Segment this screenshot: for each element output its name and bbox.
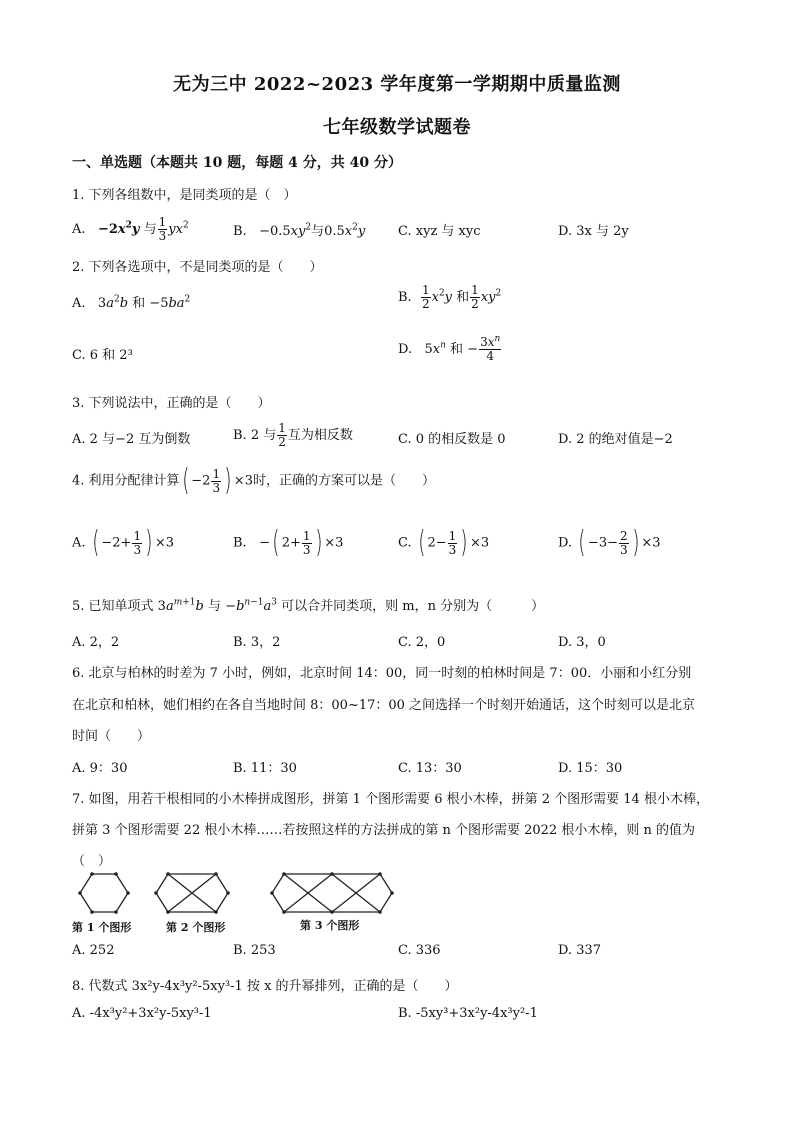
question-7-line-2: 拼第 3 个图形需要 22 根小木棒……若按照这样的方法拼成的第 n 个图形需要 2022 根小木棒，则 n 的值为 (72, 823, 695, 838)
q4-option-a: A. ( −2+ $\frac{1}{3}$ ) ×3 (72, 525, 174, 560)
exam-subtitle: 七年级数学试题卷 (323, 117, 471, 138)
figure-3-caption: 第 3 个图形 (300, 919, 360, 932)
question-7-line-1: 7. 如图，用若干根相同的小木棒拼成图形，拼第 1 个图形需要 6 根小木棒，拼第 2 个图形需要 14 根小木棒， (72, 792, 709, 807)
q6-option-a: A. 9：30 (72, 761, 128, 776)
q4-option-c: C. ( 2− $\frac{1}{3}$ ) ×3 (398, 525, 490, 560)
q2-option-d: D. $5x^n$ 和 − $\frac{3x^n}{4}$ (398, 334, 501, 363)
q8-option-a: A. -4x³y²+3x²y-5xy³-1 (72, 1006, 212, 1021)
q1-option-d: D. 3x 与 2y (558, 224, 629, 239)
figure-1-caption: 第 1 个图形 (72, 921, 132, 934)
section-heading: 一、单选题（本题共 10 题，每题 4 分，共 40 分） (72, 155, 402, 171)
q1-option-a: A. $-2x^2y$ 与 $\frac{1}{3}$ $yx^2$ (72, 215, 189, 243)
question-6-line-2: 在北京和柏林，她们相约在各自当地时间 8：00~17：00 之间选择一个时刻开始通话，这个时刻可以是北京 (72, 698, 696, 713)
exam-title: 无为三中 2022~2023 学年度第一学期期中质量监测 (173, 74, 621, 95)
q2-option-b: B. $\frac{1}{2}$ $x^2y$ 和 $\frac{1}{2}$ $xy^2$ (398, 283, 502, 311)
q4-option-b: B. −( 2+ $\frac{1}{3}$ ) ×3 (233, 525, 344, 560)
figure-2-caption: 第 2 个图形 (166, 921, 226, 934)
q5-option-c: C. 2，0 (398, 635, 446, 650)
question-7-line-3: （ ） (72, 854, 112, 869)
question-6-line-1: 6. 北京与柏林的时差为 7 小时，例如，北京时间 14：00，同一时刻的柏林时间是 7：00．小丽和小红分别 (72, 666, 692, 681)
q5-option-d: D. 3，0 (558, 635, 606, 650)
question-1-stem: 1. 下列各组数中，是同类项的是（ ） (72, 188, 297, 203)
q5-option-b: B. 3，2 (233, 635, 281, 650)
q5-option-a: A. 2，2 (72, 635, 120, 650)
q7-option-c: C. 336 (398, 943, 441, 958)
q2-option-a: A. $3a^2b$ 和 $-5ba^2$ (72, 294, 191, 311)
q3-option-d: D. 2 的绝对值是−2 (558, 432, 673, 447)
q7-option-a: A. 252 (72, 943, 115, 958)
question-4-stem: 4. 利用分配律计算( −2 $\frac{1}{3}$ ) ×3时，正确的方案可以是（ ） (72, 463, 435, 498)
q4-option-d: D. ( −3− $\frac{2}{3}$ ) ×3 (558, 525, 661, 560)
question-5-stem: 5. 已知单项式 $3a^{m+1}b$ 与 $-b^{n-1}a^3$ 可以合并同类项，则 m，n 分别为（ ） (72, 597, 545, 614)
question-8-stem: 8. 代数式 3x²y-4x³y²-5xy³-1 按 x 的升幂排列，正确的是（ ） (72, 979, 458, 994)
question-2-stem: 2. 下列各选项中，不是同类项的是（ ） (72, 260, 323, 275)
matchstick-figures (70, 868, 410, 918)
figure-3-shape (272, 874, 392, 912)
q8-option-b: B. -5xy³+3x²y-4x³y²-1 (398, 1006, 538, 1021)
question-3-stem: 3. 下列说法中，正确的是（ ） (72, 396, 271, 411)
q6-option-d: D. 15：30 (558, 761, 623, 776)
q7-option-d: D. 337 (558, 943, 602, 958)
q3-option-b: B. 2 与 $\frac{1}{2}$ 互为相反数 (233, 421, 353, 449)
question-6-line-3: 时间（ ） (72, 729, 151, 744)
q3-option-a: A. 2 与−2 互为倒数 (72, 432, 191, 447)
q1-option-c: C. xyz 与 xyc (398, 224, 481, 239)
q6-option-c: C. 13：30 (398, 761, 462, 776)
figure-1-hexagon (80, 874, 128, 912)
q1-option-b: B. $-0.5xy^2$与$0.5x^2y$ (233, 222, 366, 239)
q7-option-b: B. 253 (233, 943, 276, 958)
q6-option-b: B. 11：30 (233, 761, 297, 776)
q3-option-c: C. 0 的相反数是 0 (398, 432, 506, 447)
q2-option-c: C. 6 和 2³ (72, 348, 133, 363)
